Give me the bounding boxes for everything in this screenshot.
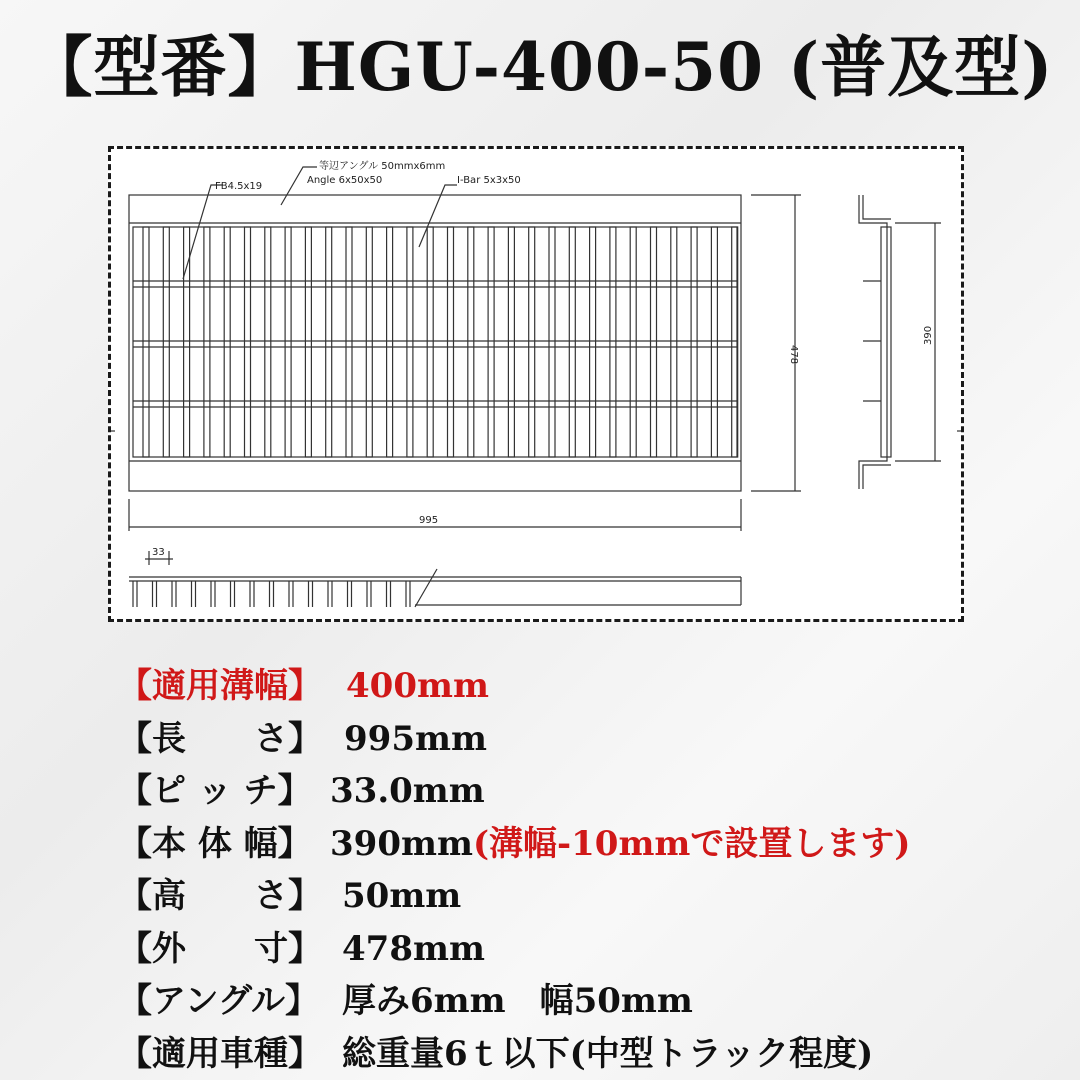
spec-value: [342, 1028, 873, 1080]
spec-label: 【アングル】: [118, 981, 319, 1021]
side-view-flange: [863, 465, 891, 489]
spec-value: [342, 870, 461, 922]
spec-value-text: 478mm: [342, 928, 485, 969]
bearing-bars: [143, 227, 738, 457]
spec-value: [342, 923, 485, 975]
spec-row: [118, 1028, 1058, 1080]
spec-label: 【高 さ】: [118, 876, 322, 916]
spec-label: 【外 寸】: [118, 928, 322, 969]
dim-995-label: 995: [419, 515, 439, 526]
spec-label: 【本 体 幅】: [118, 823, 312, 864]
callout-fb: FB4.5x19: [215, 181, 263, 192]
side-view-angle: [859, 195, 887, 489]
spec-value: [346, 660, 489, 712]
callout-angle-jp: 等辺アングル 50mmx6mm: [319, 161, 446, 172]
callout-angle-en: Angle 6x50x50: [307, 175, 383, 186]
technical-drawing: [108, 146, 964, 622]
spec-value-text: 400mm: [346, 666, 489, 706]
bearing-bar: [427, 227, 433, 457]
spec-value-text: 390mm: [330, 823, 473, 864]
spec-row: [118, 660, 1058, 713]
bearing-bar: [305, 227, 311, 457]
bearing-bar: [245, 227, 251, 457]
spec-value: [330, 818, 911, 870]
spec-row: [118, 765, 1058, 818]
callout-ibar: I-Bar 5x3x50: [457, 175, 521, 186]
bearing-bar: [569, 227, 575, 457]
spec-value: [344, 713, 487, 765]
bearing-bar: [488, 227, 494, 457]
bearing-bar: [671, 227, 677, 457]
bearing-bar: [529, 227, 535, 457]
bearing-bar: [265, 227, 271, 457]
dim-33-label: 33: [152, 547, 165, 558]
bearing-bar: [691, 227, 697, 457]
bearing-bar: [630, 227, 636, 457]
spec-value: [330, 765, 485, 817]
bearing-bar: [549, 227, 555, 457]
spec-row: [118, 870, 1058, 923]
spec-row: [118, 818, 1058, 871]
bearing-bar: [224, 227, 230, 457]
bearing-bar: [590, 227, 596, 457]
ibar-leader: [419, 185, 457, 247]
bearing-bar: [508, 227, 514, 457]
bearing-bar: [285, 227, 291, 457]
spec-row: [118, 923, 1058, 976]
angle-leader: [281, 167, 317, 205]
grating-outline: [129, 195, 741, 491]
bearing-bar: [407, 227, 413, 457]
spec-list: [118, 660, 1058, 1080]
bearing-bar: [366, 227, 372, 457]
dim-390-label: 390: [923, 325, 934, 345]
dim-478-label: 478: [788, 345, 799, 365]
spec-row: [118, 975, 1058, 1028]
bearing-bar: [448, 227, 454, 457]
bearing-bar: [610, 227, 616, 457]
spec-note: (溝幅-10mmで設置します): [472, 823, 911, 864]
grating-drawing-svg: [111, 149, 961, 619]
spec-value-text: 総重量6ｔ以下(中型トラック程度): [342, 1033, 874, 1074]
side-view-body: [881, 227, 891, 457]
spec-row: [118, 713, 1058, 766]
spec-value: [342, 975, 693, 1027]
spec-value-text: 33.0mm: [330, 771, 485, 811]
bearing-bar: [326, 227, 332, 457]
spec-label: 【ピ ッ チ】: [118, 771, 312, 811]
bearing-bar: [346, 227, 352, 457]
spec-label: 【適用溝幅】: [118, 666, 322, 706]
section-break: [415, 569, 437, 607]
spec-value-text: 995mm: [344, 718, 487, 759]
bearing-bar: [204, 227, 210, 457]
bearing-bar: [711, 227, 717, 457]
side-view-flange: [863, 195, 891, 219]
page-title: 【型番】HGU-400-50 (普及型): [26, 28, 1054, 106]
spec-label: 【適用車種】: [118, 1033, 322, 1074]
bearing-bar: [163, 227, 169, 457]
bearing-bar: [143, 227, 149, 457]
spec-value-text: 厚み6mm 幅50mm: [342, 981, 693, 1021]
bearing-bar: [468, 227, 474, 457]
spec-label: 【長 さ】: [118, 718, 322, 759]
bearing-bar: [387, 227, 393, 457]
spec-value-text: 50mm: [342, 876, 462, 916]
bearing-bar: [651, 227, 657, 457]
section-bars: [133, 581, 410, 607]
